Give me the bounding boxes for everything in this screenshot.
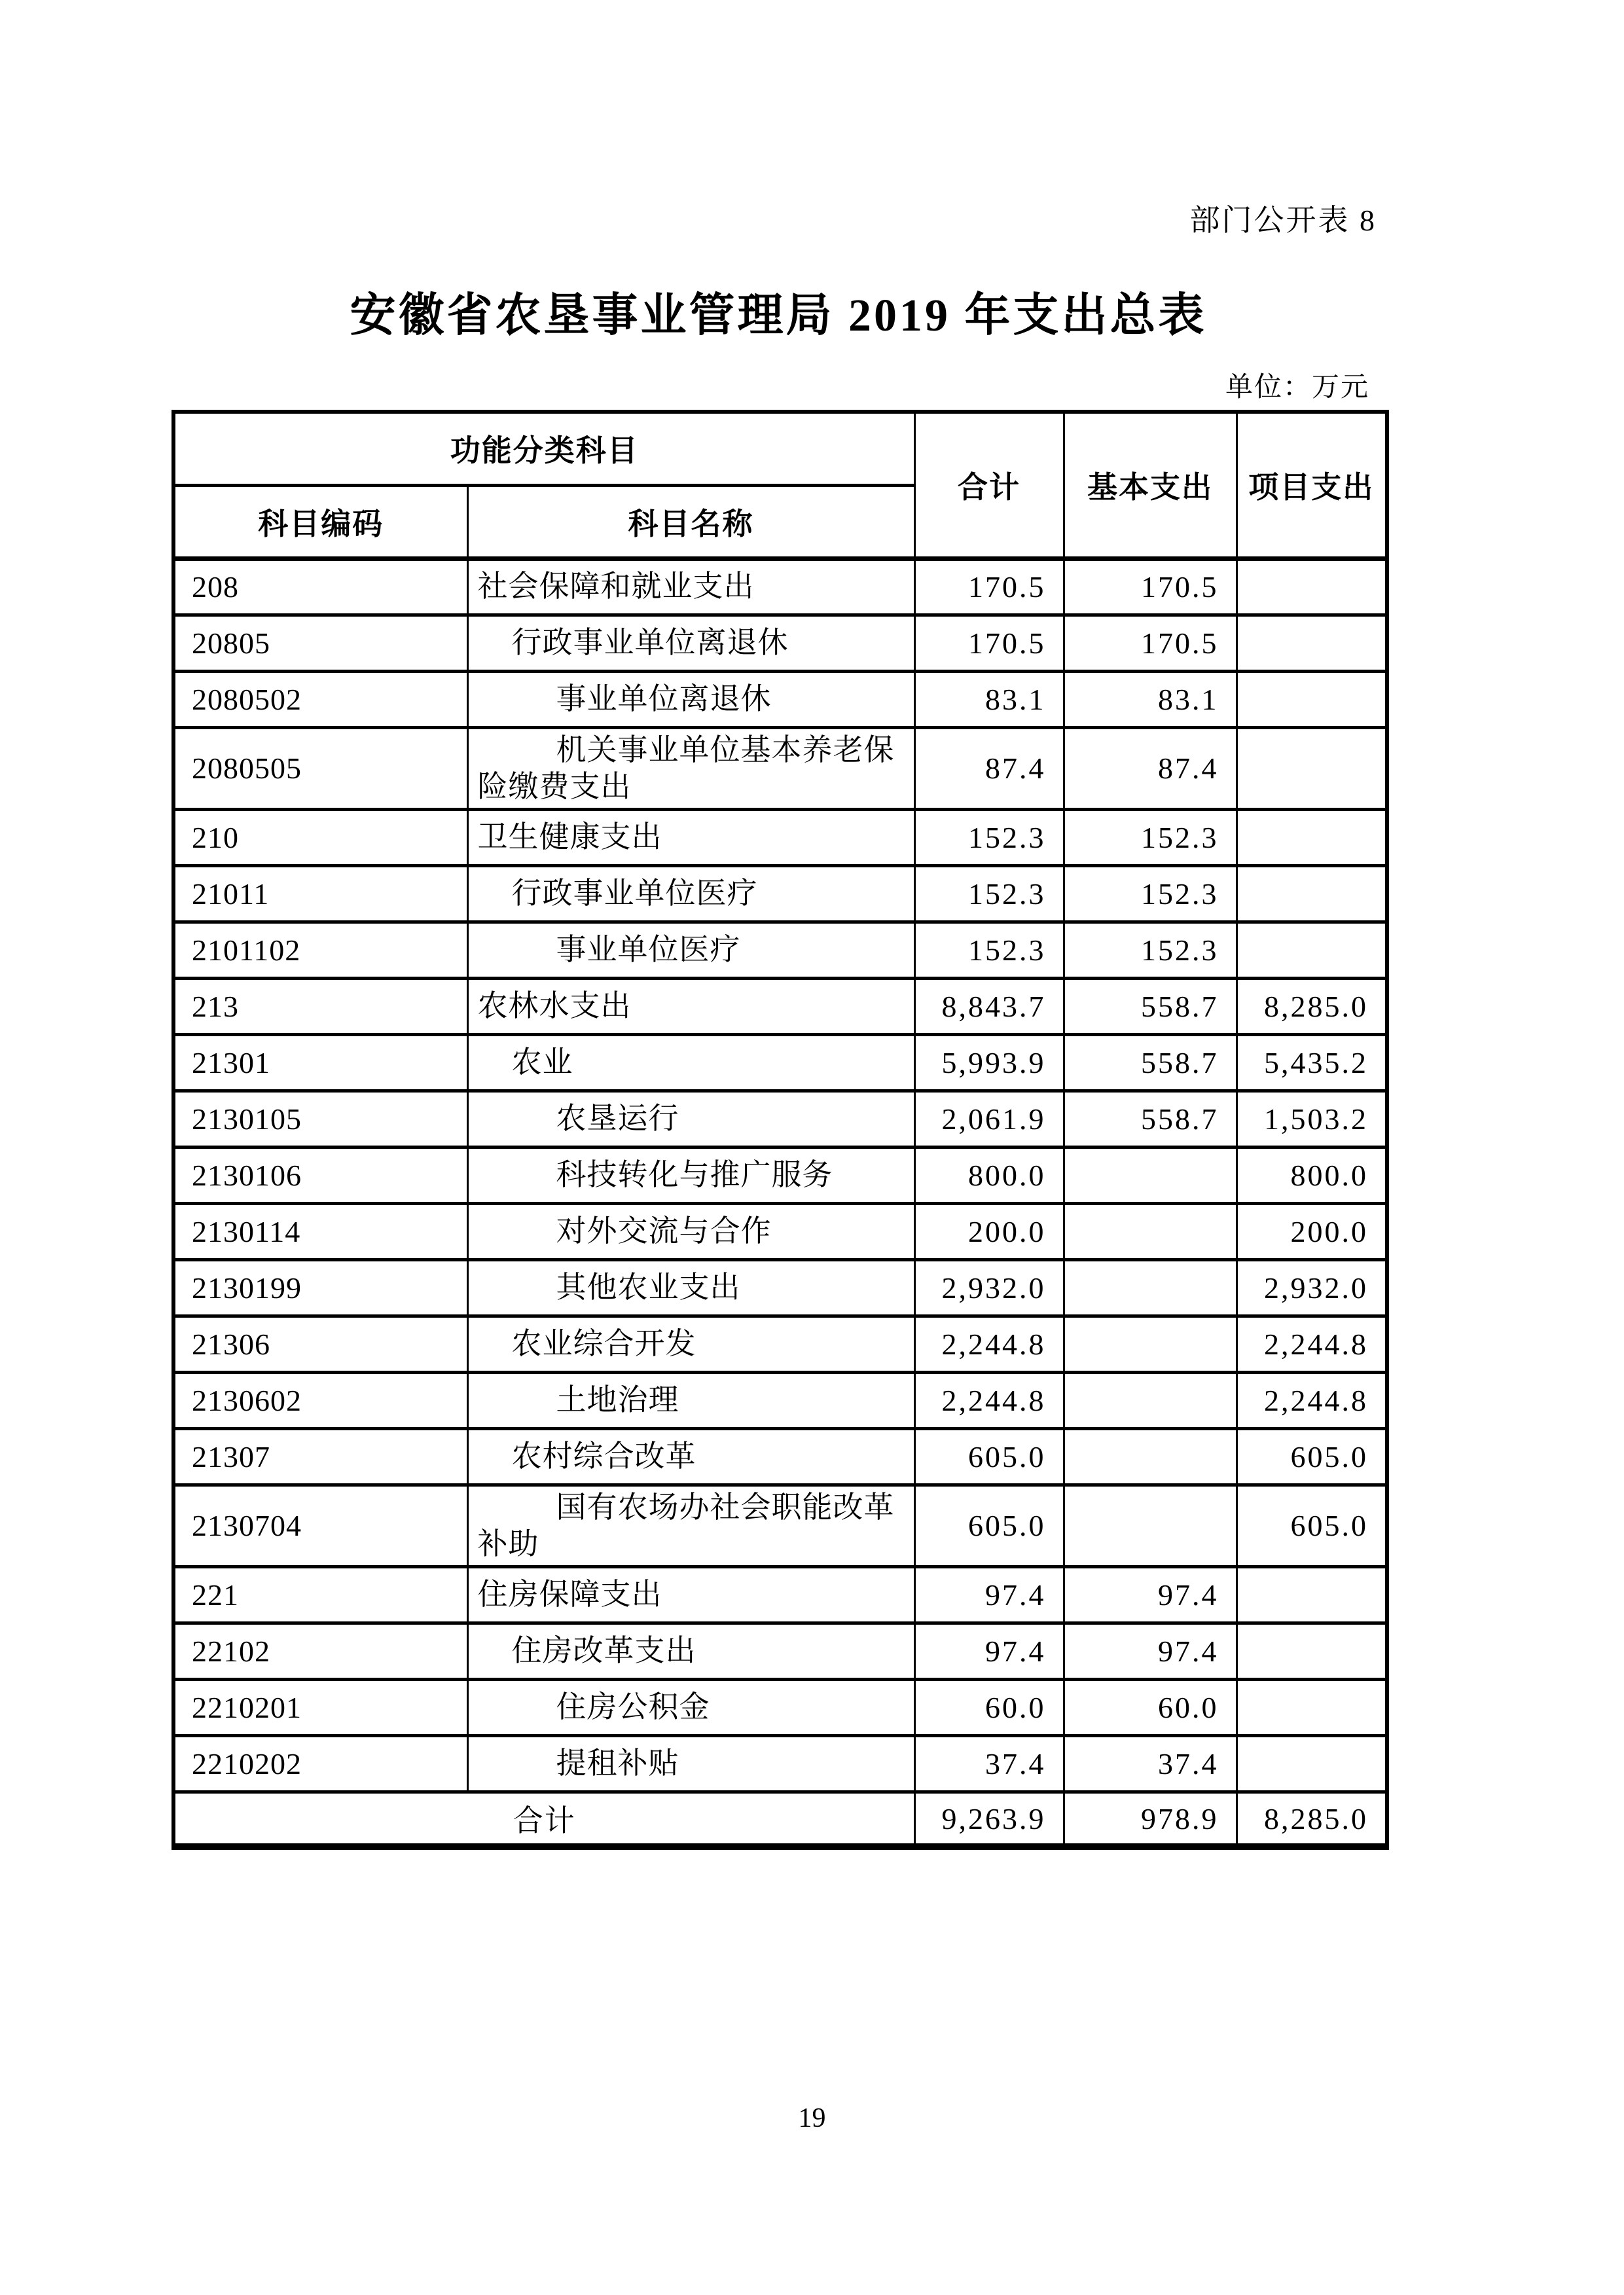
table-body [173,558,1387,1792]
cell-total: 5,993.9 [914,1034,1064,1091]
cell-code: 21307 [173,1428,467,1485]
cell-basic: 152.3 [1064,809,1236,865]
grand-total-label: 合计 [173,1792,914,1847]
cell-name: 卫生健康支出 [467,809,914,865]
cell-code: 2130199 [173,1259,467,1316]
cell-code: 22102 [173,1623,467,1679]
cell-code: 2080502 [173,671,467,727]
cell-total: 2,932.0 [914,1259,1064,1316]
header-row-1 [173,412,1387,485]
cell-code: 2130704 [173,1485,467,1566]
cell-name: 机关事业单位基本养老保险缴费支出 [467,727,914,809]
cell-code: 208 [173,558,467,615]
cell-name: 住房公积金 [467,1679,914,1735]
table-row [173,1316,1387,1372]
header-project: 项目支出 [1236,412,1387,558]
cell-project: 200.0 [1236,1203,1387,1259]
page-number: 19 [798,2103,826,2133]
cell-total: 605.0 [914,1485,1064,1566]
cell-project [1236,809,1387,865]
cell-total: 87.4 [914,727,1064,809]
cell-basic: 558.7 [1064,978,1236,1034]
document-content [171,278,1385,1850]
table-header [173,412,1387,558]
cell-name: 农业综合开发 [467,1316,914,1372]
table-row [173,671,1387,727]
cell-name: 行政事业单位离退休 [467,615,914,671]
cell-total: 97.4 [914,1623,1064,1679]
cell-project: 605.0 [1236,1428,1387,1485]
cell-total: 800.0 [914,1147,1064,1203]
grand-total-total: 9,263.9 [914,1792,1064,1847]
cell-name: 住房保障支出 [467,1566,914,1623]
cell-basic: 152.3 [1064,922,1236,978]
cell-project [1236,558,1387,615]
cell-project: 800.0 [1236,1147,1387,1203]
table-row [173,1091,1387,1147]
cell-basic [1064,1485,1236,1566]
cell-total: 200.0 [914,1203,1064,1259]
cell-name: 事业单位离退休 [467,671,914,727]
cell-basic: 37.4 [1064,1735,1236,1792]
cell-project: 2,244.8 [1236,1372,1387,1428]
cell-project: 5,435.2 [1236,1034,1387,1091]
corner-label: 部门公开表 8 [1189,204,1377,237]
cell-name: 对外交流与合作 [467,1203,914,1259]
cell-total: 83.1 [914,671,1064,727]
cell-total: 8,843.7 [914,978,1064,1034]
cell-project [1236,1623,1387,1679]
table-row [173,1428,1387,1485]
table-row [173,615,1387,671]
header-basic: 基本支出 [1064,412,1236,558]
cell-name: 社会保障和就业支出 [467,558,914,615]
table-row [173,1623,1387,1679]
cell-basic [1064,1147,1236,1203]
cell-code: 2130106 [173,1147,467,1203]
cell-code: 21011 [173,865,467,922]
header-name: 科目名称 [467,485,914,558]
unit-note: 单位：万元 [1225,372,1369,403]
cell-basic [1064,1203,1236,1259]
cell-code: 21306 [173,1316,467,1372]
cell-total: 97.4 [914,1566,1064,1623]
cell-total: 605.0 [914,1428,1064,1485]
table-row [173,1259,1387,1316]
cell-basic: 97.4 [1064,1623,1236,1679]
table-row [173,1034,1387,1091]
table-row [173,1566,1387,1623]
cell-code: 2130602 [173,1372,467,1428]
table-row [173,1735,1387,1792]
cell-total: 2,244.8 [914,1316,1064,1372]
cell-basic: 558.7 [1064,1091,1236,1147]
cell-project: 2,932.0 [1236,1259,1387,1316]
table-row [173,865,1387,922]
cell-name: 其他农业支出 [467,1259,914,1316]
cell-name: 土地治理 [467,1372,914,1428]
header-code: 科目编码 [173,485,467,558]
table-row [173,1372,1387,1428]
cell-basic: 170.5 [1064,558,1236,615]
cell-basic [1064,1259,1236,1316]
cell-name: 行政事业单位医疗 [467,865,914,922]
table-row [173,922,1387,978]
cell-basic: 97.4 [1064,1566,1236,1623]
table-row [173,1679,1387,1735]
cell-total: 152.3 [914,809,1064,865]
cell-project: 605.0 [1236,1485,1387,1566]
cell-name: 科技转化与推广服务 [467,1147,914,1203]
cell-code: 2101102 [173,922,467,978]
cell-project [1236,865,1387,922]
cell-name: 农垦运行 [467,1091,914,1147]
page-title: 安徽省农垦事业管理局 2019 年支出总表 [350,291,1207,341]
table-row [173,1203,1387,1259]
cell-basic: 83.1 [1064,671,1236,727]
cell-project: 2,244.8 [1236,1316,1387,1372]
cell-basic: 152.3 [1064,865,1236,922]
cell-basic [1064,1316,1236,1372]
cell-project [1236,922,1387,978]
cell-code: 213 [173,978,467,1034]
table-row [173,1147,1387,1203]
cell-name: 农业 [467,1034,914,1091]
cell-name: 住房改革支出 [467,1623,914,1679]
header-total: 合计 [914,412,1064,558]
cell-code: 2130114 [173,1203,467,1259]
cell-code: 2210201 [173,1679,467,1735]
cell-total: 60.0 [914,1679,1064,1735]
table-row [173,809,1387,865]
cell-project [1236,1679,1387,1735]
cell-basic: 60.0 [1064,1679,1236,1735]
cell-name: 国有农场办社会职能改革补助 [467,1485,914,1566]
table-row [173,1485,1387,1566]
cell-code: 210 [173,809,467,865]
cell-project [1236,1735,1387,1792]
table-row [173,558,1387,615]
cell-basic: 558.7 [1064,1034,1236,1091]
cell-code: 221 [173,1566,467,1623]
cell-basic [1064,1428,1236,1485]
cell-basic: 170.5 [1064,615,1236,671]
grand-total-project: 8,285.0 [1236,1792,1387,1847]
cell-project [1236,671,1387,727]
cell-total: 152.3 [914,922,1064,978]
table-row [173,978,1387,1034]
cell-total: 2,061.9 [914,1091,1064,1147]
cell-basic [1064,1372,1236,1428]
table-footer [173,1792,1387,1847]
cell-name: 提租补贴 [467,1735,914,1792]
cell-name: 事业单位医疗 [467,922,914,978]
grand-total-basic: 978.9 [1064,1792,1236,1847]
cell-basic: 87.4 [1064,727,1236,809]
expenditure-table [171,410,1389,1850]
cell-total: 170.5 [914,615,1064,671]
cell-code: 20805 [173,615,467,671]
cell-total: 37.4 [914,1735,1064,1792]
cell-code: 2080505 [173,727,467,809]
cell-code: 2130105 [173,1091,467,1147]
table-row [173,727,1387,809]
grand-total-row [173,1792,1387,1847]
header-function-group: 功能分类科目 [173,412,914,485]
cell-total: 170.5 [914,558,1064,615]
cell-code: 21301 [173,1034,467,1091]
cell-project [1236,1566,1387,1623]
cell-name: 农林水支出 [467,978,914,1034]
cell-code: 2210202 [173,1735,467,1792]
cell-project [1236,615,1387,671]
cell-project: 1,503.2 [1236,1091,1387,1147]
cell-project: 8,285.0 [1236,978,1387,1034]
cell-project [1236,727,1387,809]
cell-name: 农村综合改革 [467,1428,914,1485]
cell-total: 2,244.8 [914,1372,1064,1428]
cell-total: 152.3 [914,865,1064,922]
